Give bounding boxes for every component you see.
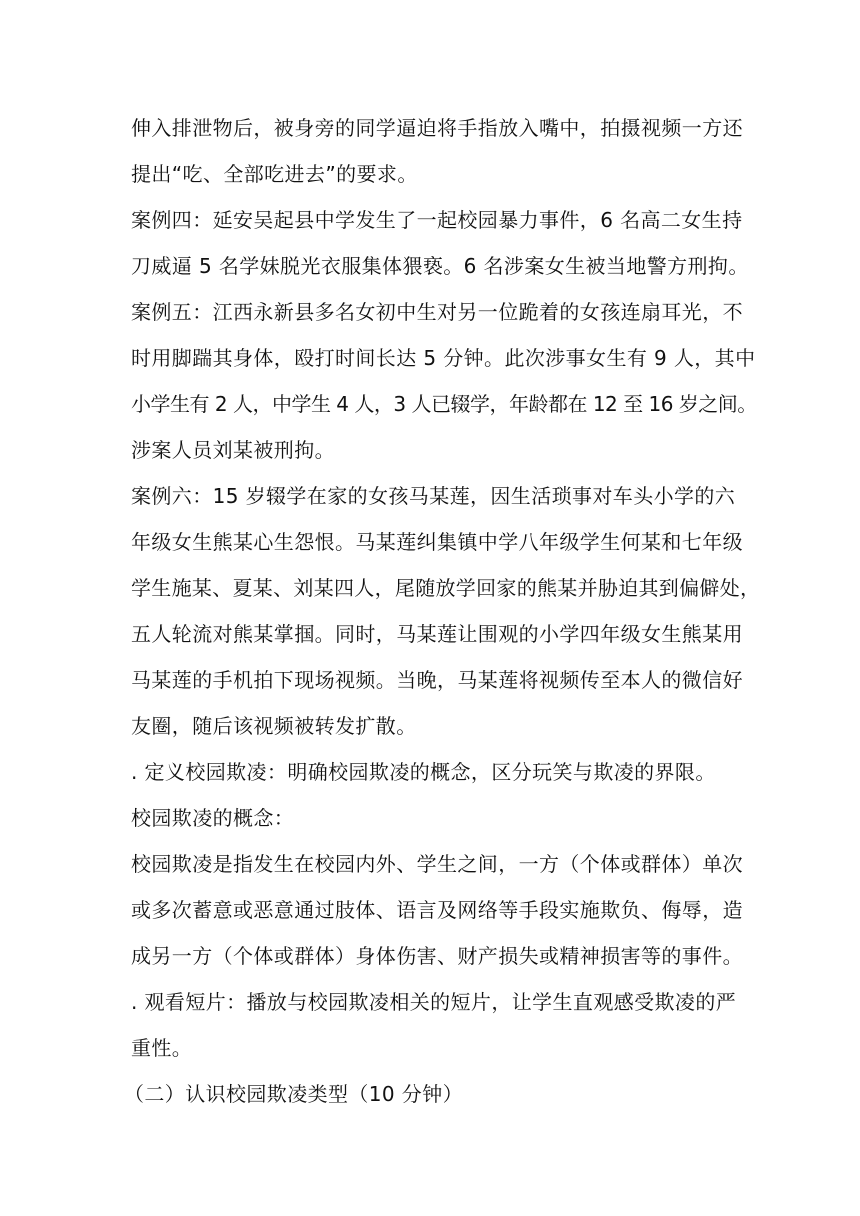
text-line: 校园欺凌的概念： [131,806,295,830]
text-line: 五人轮流对熊某掌掴。同时，马某莲让围观的小学四年级女生熊某用 [131,622,743,646]
text-line: 涉案人员刘某被刑拘。 [131,438,335,462]
text-line: 案例六：15 岁辍学在家的女孩马某莲，因生活琐事对车头小学的六 [131,484,736,508]
text-line: 校园欺凌是指发生在校园内外、学生之间，一方（个体或群体）单次 [131,852,743,876]
text-line: 学生施某、夏某、刘某四人，尾随放学回家的熊某并胁迫其到偏僻处， [131,576,761,600]
text-line: 刀威逼 5 名学妹脱光衣服集体猥亵。6 名涉案女生被当地警方刑拘。 [131,254,749,278]
text-line: 年级女生熊某心生怨恨。马某莲纠集镇中学八年级学生何某和七年级 [131,530,743,554]
text-line: 小学生有 2 人，中学生 4 人，3 人已辍学，年龄都在 12 至 16 岁之间。 [131,392,757,416]
text-line: 或多次蓄意或恶意通过肢体、语言及网络等手段实施欺负、侮辱，造 [131,898,743,922]
text-line: 伸入排泄物后，被身旁的同学逼迫将手指放入嘴中，拍摄视频一方还 [131,116,743,140]
section-heading: （二）认识校园欺凌类型（10 分钟） [124,1082,464,1106]
text-line: . 定义校园欺凌：明确校园欺凌的概念，区分玩笑与欺凌的界限。 [131,760,716,784]
text-line: 提出“吃、全部吃进去”的要求。 [131,162,418,186]
text-line: 案例五：江西永新县多名女初中生对另一位跪着的女孩连扇耳光，不 [131,300,743,324]
text-line: 成另一方（个体或群体）身体伤害、财产损失或精神损害等的事件。 [131,944,743,968]
text-line: 友圈，随后该视频被转发扩散。 [131,714,417,738]
text-line: 时用脚踹其身体，殴打时间长达 5 分钟。此次涉事女生有 9 人，其中 [131,346,756,370]
text-line: . 观看短片：播放与校园欺凌相关的短片，让学生直观感受欺凌的严 [131,990,737,1014]
text-line: 马某莲的手机拍下现场视频。当晚，马某莲将视频传至本人的微信好 [131,668,743,692]
text-line: 重性。 [131,1036,193,1060]
text-line: 案例四：延安吴起县中学发生了一起校园暴力事件，6 名高二女生持 [131,208,743,232]
